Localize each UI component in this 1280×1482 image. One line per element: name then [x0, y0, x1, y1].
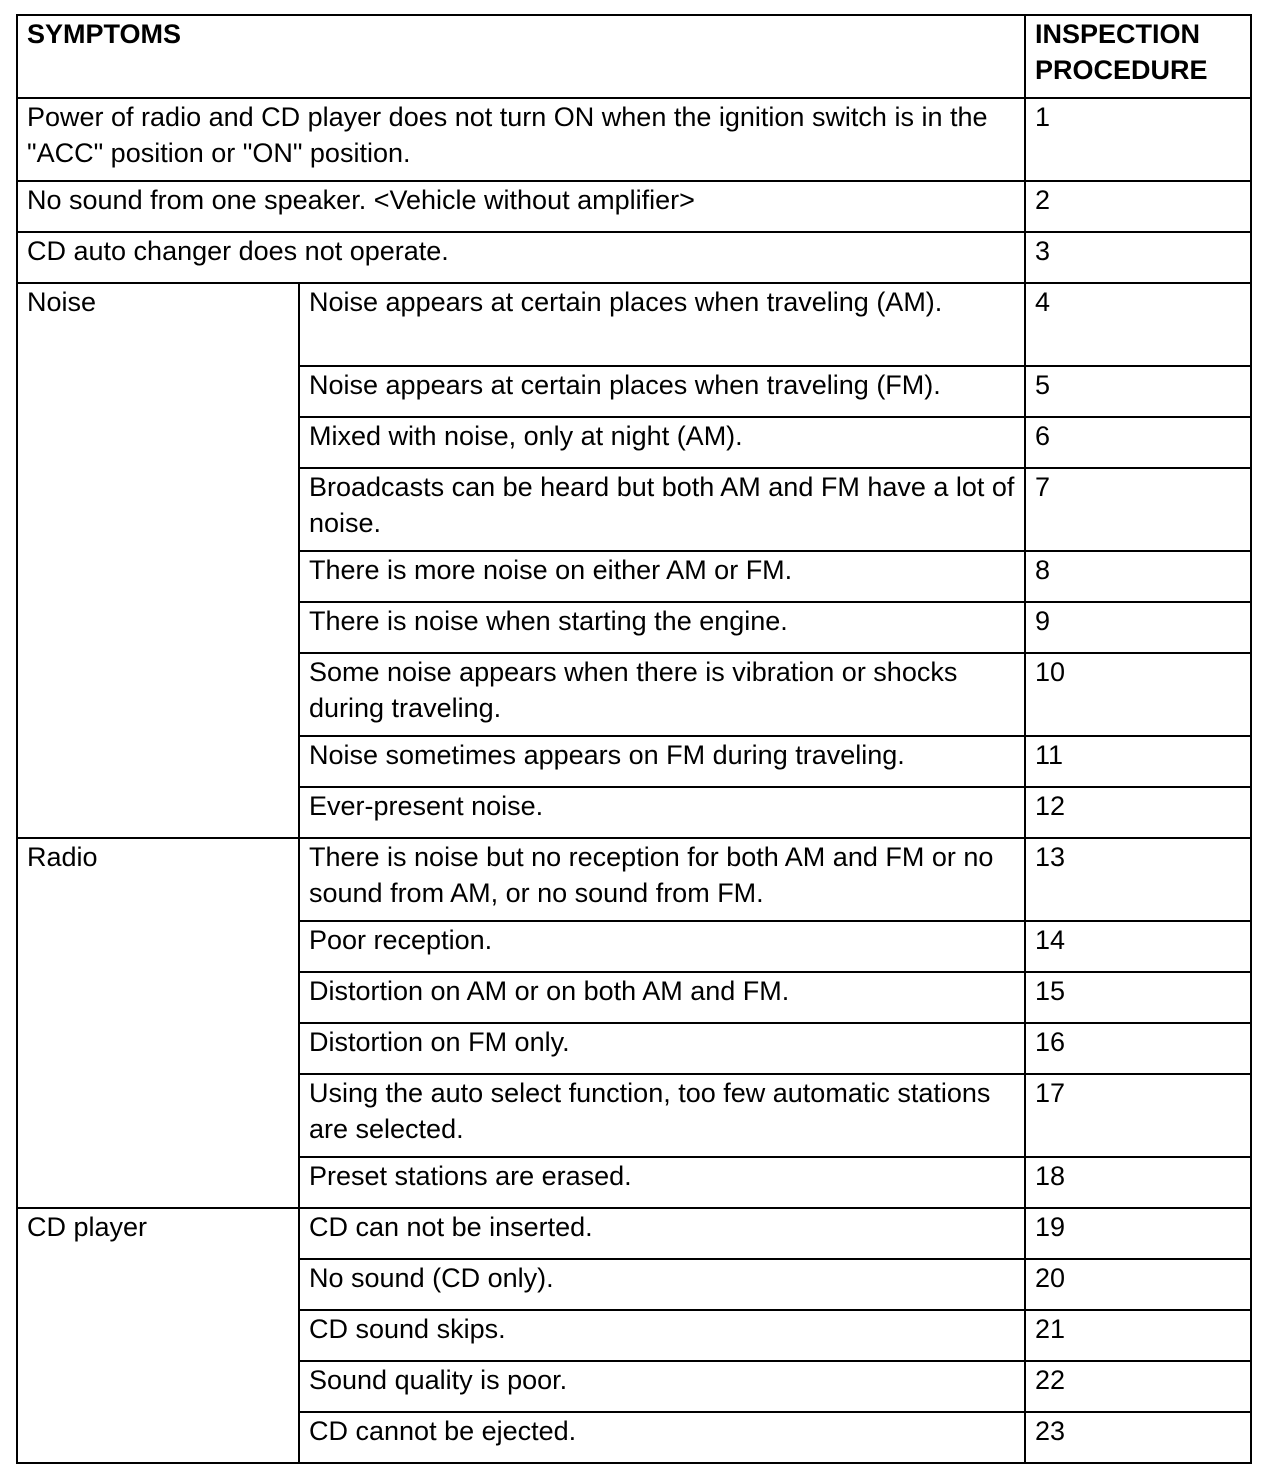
symptom-cell: No sound from one speaker. <Vehicle without amplifier> — [17, 181, 1025, 232]
symptom-cell: Noise appears at certain places when traveling (FM). — [299, 366, 1025, 417]
symptom-cell: Noise appears at certain places when traveling (AM). — [299, 283, 1025, 366]
symptom-table — [16, 14, 1252, 1464]
symptom-cell: There is noise when starting the engine. — [299, 602, 1025, 653]
procedure-cell: 16 — [1025, 1023, 1251, 1074]
symptom-cell: CD sound skips. — [299, 1310, 1025, 1361]
category-radio: Radio — [17, 838, 299, 1208]
procedure-cell: 8 — [1025, 551, 1251, 602]
symptom-cell: Broadcasts can be heard but both AM and FM have a lot of noise. — [299, 468, 1025, 551]
procedure-cell: 14 — [1025, 921, 1251, 972]
header-row — [17, 15, 1251, 98]
symptom-cell: Mixed with noise, only at night (AM). — [299, 417, 1025, 468]
procedure-cell: 20 — [1025, 1259, 1251, 1310]
procedure-cell: 10 — [1025, 653, 1251, 736]
procedure-cell: 11 — [1025, 736, 1251, 787]
symptom-cell: There is more noise on either AM or FM. — [299, 551, 1025, 602]
symptom-cell: Using the auto select function, too few automatic stations are selected. — [299, 1074, 1025, 1157]
table-row — [17, 181, 1251, 232]
symptom-cell: Ever-present noise. — [299, 787, 1025, 838]
procedure-cell: 4 — [1025, 283, 1251, 366]
procedure-cell: 23 — [1025, 1412, 1251, 1463]
symptom-cell: Noise sometimes appears on FM during traveling. — [299, 736, 1025, 787]
symptom-cell: There is noise but no reception for both AM and FM or no sound from AM, or no sound from FM. — [299, 838, 1025, 921]
table-row — [17, 232, 1251, 283]
procedure-cell: 5 — [1025, 366, 1251, 417]
procedure-cell: 9 — [1025, 602, 1251, 653]
procedure-cell: 3 — [1025, 232, 1251, 283]
procedure-cell: 22 — [1025, 1361, 1251, 1412]
procedure-cell: 19 — [1025, 1208, 1251, 1259]
table-row — [17, 1208, 1251, 1259]
symptom-cell: No sound (CD only). — [299, 1259, 1025, 1310]
symptom-cell: CD can not be inserted. — [299, 1208, 1025, 1259]
symptoms-header: SYMPTOMS — [17, 15, 1025, 98]
category-noise: Noise — [17, 283, 299, 838]
procedure-cell: 15 — [1025, 972, 1251, 1023]
procedure-cell: 2 — [1025, 181, 1251, 232]
procedure-cell: 17 — [1025, 1074, 1251, 1157]
procedure-cell: 1 — [1025, 98, 1251, 181]
symptom-cell: Poor reception. — [299, 921, 1025, 972]
symptom-cell: Preset stations are erased. — [299, 1157, 1025, 1208]
symptom-cell: Distortion on AM or on both AM and FM. — [299, 972, 1025, 1023]
symptom-cell: Power of radio and CD player does not turn ON when the ignition switch is in the "ACC" position or "ON" position. — [17, 98, 1025, 181]
symptom-cell: Some noise appears when there is vibration or shocks during traveling. — [299, 653, 1025, 736]
procedure-cell: 7 — [1025, 468, 1251, 551]
procedure-cell: 13 — [1025, 838, 1251, 921]
table-row — [17, 98, 1251, 181]
inspection-procedure-header: INSPECTION PROCEDURE — [1025, 15, 1251, 98]
procedure-cell: 18 — [1025, 1157, 1251, 1208]
category-cd-player: CD player — [17, 1208, 299, 1463]
table-row — [17, 838, 1251, 921]
table-row — [17, 283, 1251, 366]
symptom-cell: CD auto changer does not operate. — [17, 232, 1025, 283]
symptom-cell: Sound quality is poor. — [299, 1361, 1025, 1412]
procedure-cell: 12 — [1025, 787, 1251, 838]
symptom-cell: Distortion on FM only. — [299, 1023, 1025, 1074]
procedure-cell: 6 — [1025, 417, 1251, 468]
symptom-cell: CD cannot be ejected. — [299, 1412, 1025, 1463]
procedure-cell: 21 — [1025, 1310, 1251, 1361]
